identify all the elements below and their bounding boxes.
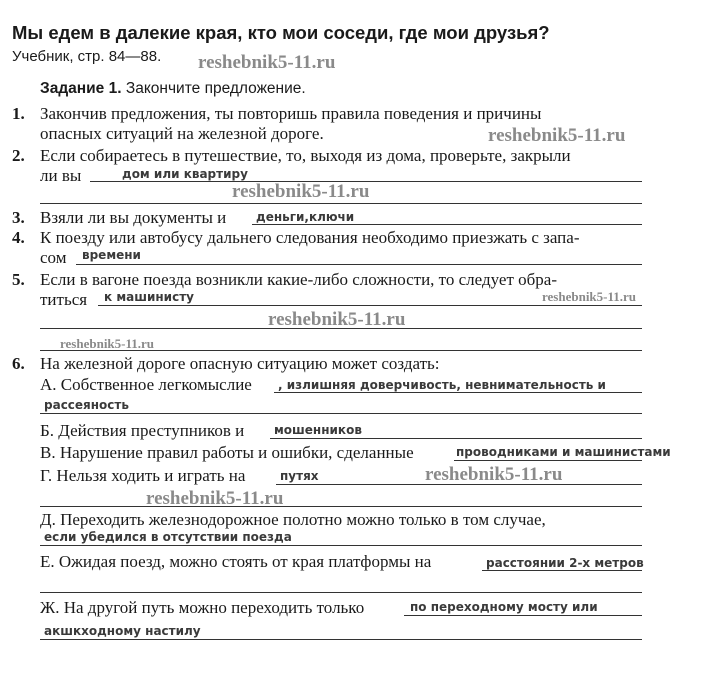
item-4-line-1: К поезду или автобусу дальнего следования необходимо приезжать с запа- bbox=[40, 228, 580, 247]
subitem-v: В. Нарушение правил работы и ошибки, сделанные bbox=[40, 443, 414, 462]
subitem-d: Д. Переходить железнодорожное полотно можно только в том случае, bbox=[40, 510, 546, 529]
answer-line bbox=[274, 392, 642, 393]
answer-line bbox=[404, 615, 642, 616]
answer-line bbox=[40, 545, 642, 546]
answer-text: мошенников bbox=[274, 423, 362, 437]
item-3-line-1: Взяли ли вы документы и bbox=[40, 208, 227, 227]
answer-text: рассеяность bbox=[44, 398, 129, 412]
answer-line bbox=[454, 460, 642, 461]
answer-text: к машинисту bbox=[104, 290, 194, 304]
answer-text: путях bbox=[280, 469, 319, 483]
watermark: reshebnik5-11.ru bbox=[198, 52, 336, 73]
watermark: reshebnik5-11.ru bbox=[425, 464, 563, 485]
answer-text: расстоянии 2-х метров bbox=[486, 556, 644, 570]
item-4-line-2: сом bbox=[40, 248, 67, 267]
subitem-a: А. Собственное легкомыслие bbox=[40, 375, 252, 394]
item-1-line-2: опасных ситуаций на железной дороге. bbox=[40, 124, 324, 143]
answer-line bbox=[40, 592, 642, 593]
answer-text: , излишняя доверчивость, невнимательность и bbox=[278, 378, 606, 392]
textbook-reference: Учебник, стр. 84—88. bbox=[12, 48, 162, 65]
watermark: reshebnik5-11.ru bbox=[146, 488, 284, 509]
answer-text: времени bbox=[82, 248, 141, 262]
answer-line bbox=[40, 350, 642, 351]
answer-line bbox=[40, 328, 642, 329]
item-number: 1. bbox=[12, 104, 25, 123]
item-number: 2. bbox=[12, 146, 25, 165]
item-2-line-1: Если собираетесь в путешествие, то, выходя из дома, проверьте, закрыли bbox=[40, 146, 571, 165]
watermark: reshebnik5-11.ru bbox=[232, 181, 370, 202]
task-instruction: Закончите предложение. bbox=[125, 80, 306, 97]
subitem-g: Г. Нельзя ходить и играть на bbox=[40, 466, 246, 485]
page-title: Мы едем в далекие края, кто мои соседи, где мои друзья? bbox=[12, 22, 550, 43]
answer-text: проводниками и машинистами bbox=[456, 445, 671, 459]
item-number: 4. bbox=[12, 228, 25, 247]
answer-text: по переходному мосту или bbox=[410, 600, 598, 614]
subitem-b: Б. Действия преступников и bbox=[40, 421, 245, 440]
item-1-line-1: Закончив предложения, ты повторишь правила поведения и причины bbox=[40, 104, 542, 123]
answer-line bbox=[252, 224, 642, 225]
item-number: 5. bbox=[12, 270, 25, 289]
answer-line bbox=[40, 203, 642, 204]
answer-text: если убедился в отсутствии поезда bbox=[44, 530, 292, 544]
answer-text: дом или квартиру bbox=[122, 167, 248, 181]
item-number: 3. bbox=[12, 208, 25, 227]
task-heading bbox=[40, 80, 306, 98]
answer-text: акшкходному настилу bbox=[44, 624, 201, 638]
subitem-zh: Ж. На другой путь можно переходить только bbox=[40, 598, 365, 617]
answer-text: деньги,ключи bbox=[256, 210, 355, 224]
subitem-e: Е. Ожидая поезд, можно стоять от края платформы на bbox=[40, 552, 432, 571]
answer-line bbox=[40, 639, 642, 640]
item-2-line-2: ли вы bbox=[40, 166, 82, 185]
item-5-line-1: Если в вагоне поезда возникли какие-либо сложности, то следует обра- bbox=[40, 270, 557, 289]
watermark: reshebnik5-11.ru bbox=[488, 125, 626, 146]
answer-line bbox=[482, 570, 642, 571]
watermark: reshebnik5-11.ru bbox=[60, 336, 155, 351]
watermark: reshebnik5-11.ru bbox=[268, 309, 406, 330]
task-label: Задание 1. bbox=[40, 80, 122, 97]
item-6-line-1: На железной дороге опасную ситуацию может создать: bbox=[40, 354, 440, 373]
answer-line bbox=[40, 413, 642, 414]
answer-line bbox=[276, 484, 642, 485]
answer-line bbox=[40, 506, 642, 507]
answer-line bbox=[270, 438, 642, 439]
item-5-line-2: титься bbox=[40, 290, 88, 309]
answer-line bbox=[76, 264, 642, 265]
answer-line bbox=[98, 305, 642, 306]
watermark: reshebnik5-11.ru bbox=[542, 289, 637, 304]
item-number: 6. bbox=[12, 354, 25, 373]
